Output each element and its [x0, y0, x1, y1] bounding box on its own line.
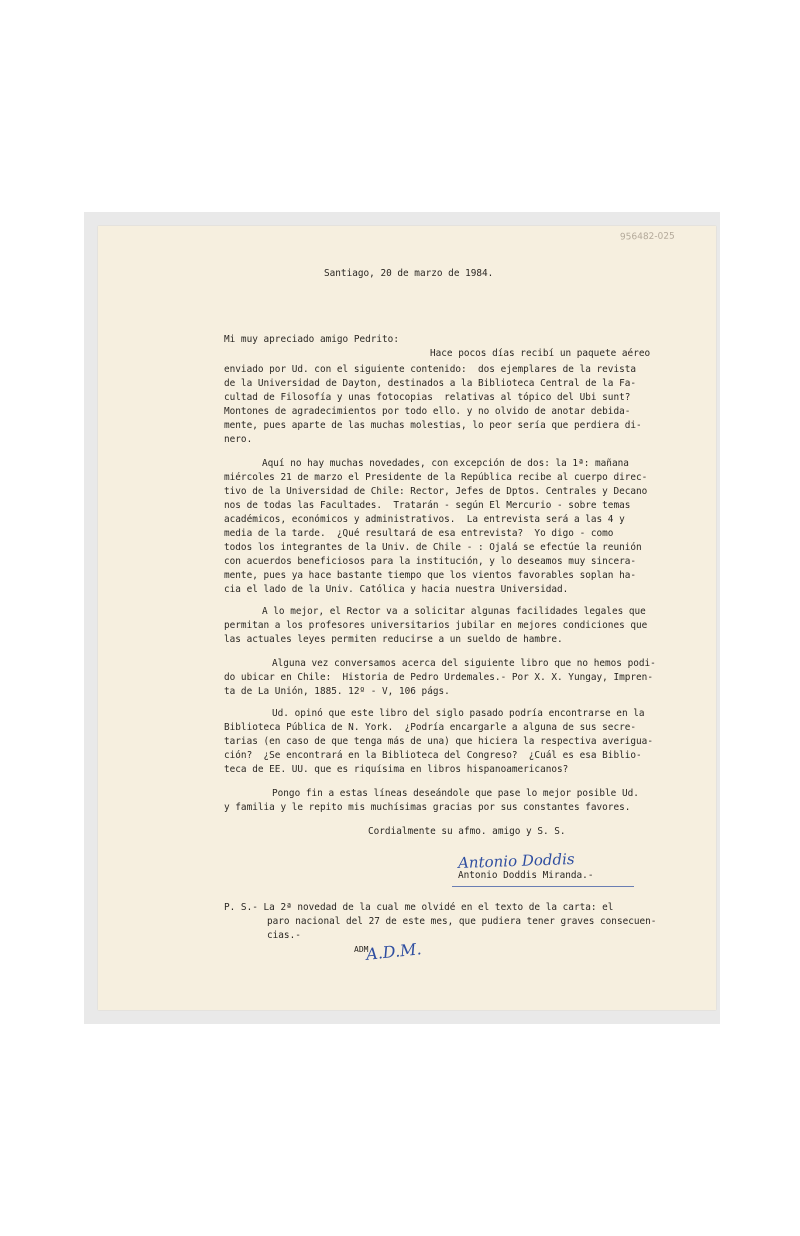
body-line: nos de todas las Facultades. Tratarán - según El Mercurio - sobre temas — [224, 500, 631, 511]
body-line: miércoles 21 de marzo el Presidente de la República recibe al cuerpo direc- — [224, 472, 648, 483]
body-line: ción? ¿Se encontrará en la Biblioteca del Congreso? ¿Cuál es esa Biblio- — [224, 750, 642, 761]
body-line: y familia y le repito mis muchísimas gracias por sus constantes favores. — [224, 802, 631, 813]
handwritten-signature: Antonio Doddis — [457, 849, 575, 873]
typed-initials: ADM — [354, 945, 369, 954]
body-line: Ud. opinó que este libro del siglo pasado podría encontrarse en la — [272, 708, 645, 719]
body-line: teca de EE. UU. que es riquísima en libros hispanoamericanos? — [224, 764, 569, 775]
postscript-line: cias.- — [267, 930, 301, 941]
body-line: académicos, económicos y administrativos. La entrevista será a las 4 y — [224, 514, 625, 525]
body-line: enviado por Ud. con el siguiente contenido: dos ejemplares de la revista — [224, 364, 637, 375]
body-line: con acuerdos beneficiosos para la institución, y lo deseamos muy sincera- — [224, 556, 637, 567]
body-line: cultad de Filosofía y unas fotocopias relativas al tópico del Ubi sunt? — [224, 392, 631, 403]
body-line: Aquí no hay muchas novedades, con excepción de dos: la 1ª: mañana — [262, 458, 629, 469]
body-line: tarias (en caso de que tenga más de una) que hiciera la respectiva averigua- — [224, 736, 653, 747]
body-line: tivo de la Universidad de Chile: Rector, Jefes de Dptos. Centrales y Decano — [224, 486, 648, 497]
archive-number: 956482-025 — [619, 231, 675, 243]
body-line: de la Universidad de Dayton, destinados a la Biblioteca Central de la Fa- — [224, 378, 637, 389]
body-line: Pongo fin a estas líneas deseándole que pase lo mejor posible Ud. — [272, 788, 639, 799]
body-line: Hace pocos días recibí un paquete aéreo — [430, 348, 651, 359]
body-line: todos los integrantes de la Univ. de Chile - : Ojalá se efectúe la reunión — [224, 542, 642, 553]
handwritten-initials: A.D.M. — [365, 939, 423, 964]
postscript-line: P. S.- La 2ª novedad de la cual me olvidé en el texto de la carta: el — [224, 902, 614, 913]
body-line: Biblioteca Pública de N. York. ¿Podría encargarle a alguna de sus secre- — [224, 722, 637, 733]
body-line: mente, pues ya hace bastante tiempo que los vientos favorables soplan ha- — [224, 570, 637, 581]
body-line: las actuales leyes permiten reducirse a un sueldo de hambre. — [224, 634, 563, 645]
body-line: do ubicar en Chile: Historia de Pedro Urdemales.- Por X. X. Yungay, Impren- — [224, 672, 653, 683]
signature-underline — [452, 886, 634, 887]
body-line: A lo mejor, el Rector va a solicitar algunas facilidades legales que — [262, 606, 646, 617]
body-line: Montones de agradecimientos por todo ello. y no olvido de anotar debida- — [224, 406, 631, 417]
postscript-line: paro nacional del 27 de este mes, que pudiera tener graves consecuen- — [267, 916, 657, 927]
body-line: permitan a los profesores universitarios jubilar en mejores condiciones que — [224, 620, 648, 631]
body-line: mente, pues aparte de las muchas molestias, lo peor sería que perdiera di- — [224, 420, 642, 431]
date-line: Santiago, 20 de marzo de 1984. — [324, 268, 494, 279]
body-line: media de la tarde. ¿Qué resultará de esa entrevista? Yo digo - como — [224, 528, 614, 539]
body-line: cia el lado de la Univ. Católica y hacia nuestra Universidad. — [224, 584, 569, 595]
closing: Cordialmente su afmo. amigo y S. S. — [368, 826, 566, 837]
body-line: ta de La Unión, 1885. 12º - V, 106 págs. — [224, 686, 450, 697]
body-line: Alguna vez conversamos acerca del siguiente libro que no hemos podi- — [272, 658, 656, 669]
body-line: nero. — [224, 434, 253, 445]
signer-name: Antonio Doddis Miranda.- — [458, 870, 594, 881]
salutation: Mi muy apreciado amigo Pedrito: — [224, 334, 399, 345]
letter-sheet — [98, 226, 716, 1010]
